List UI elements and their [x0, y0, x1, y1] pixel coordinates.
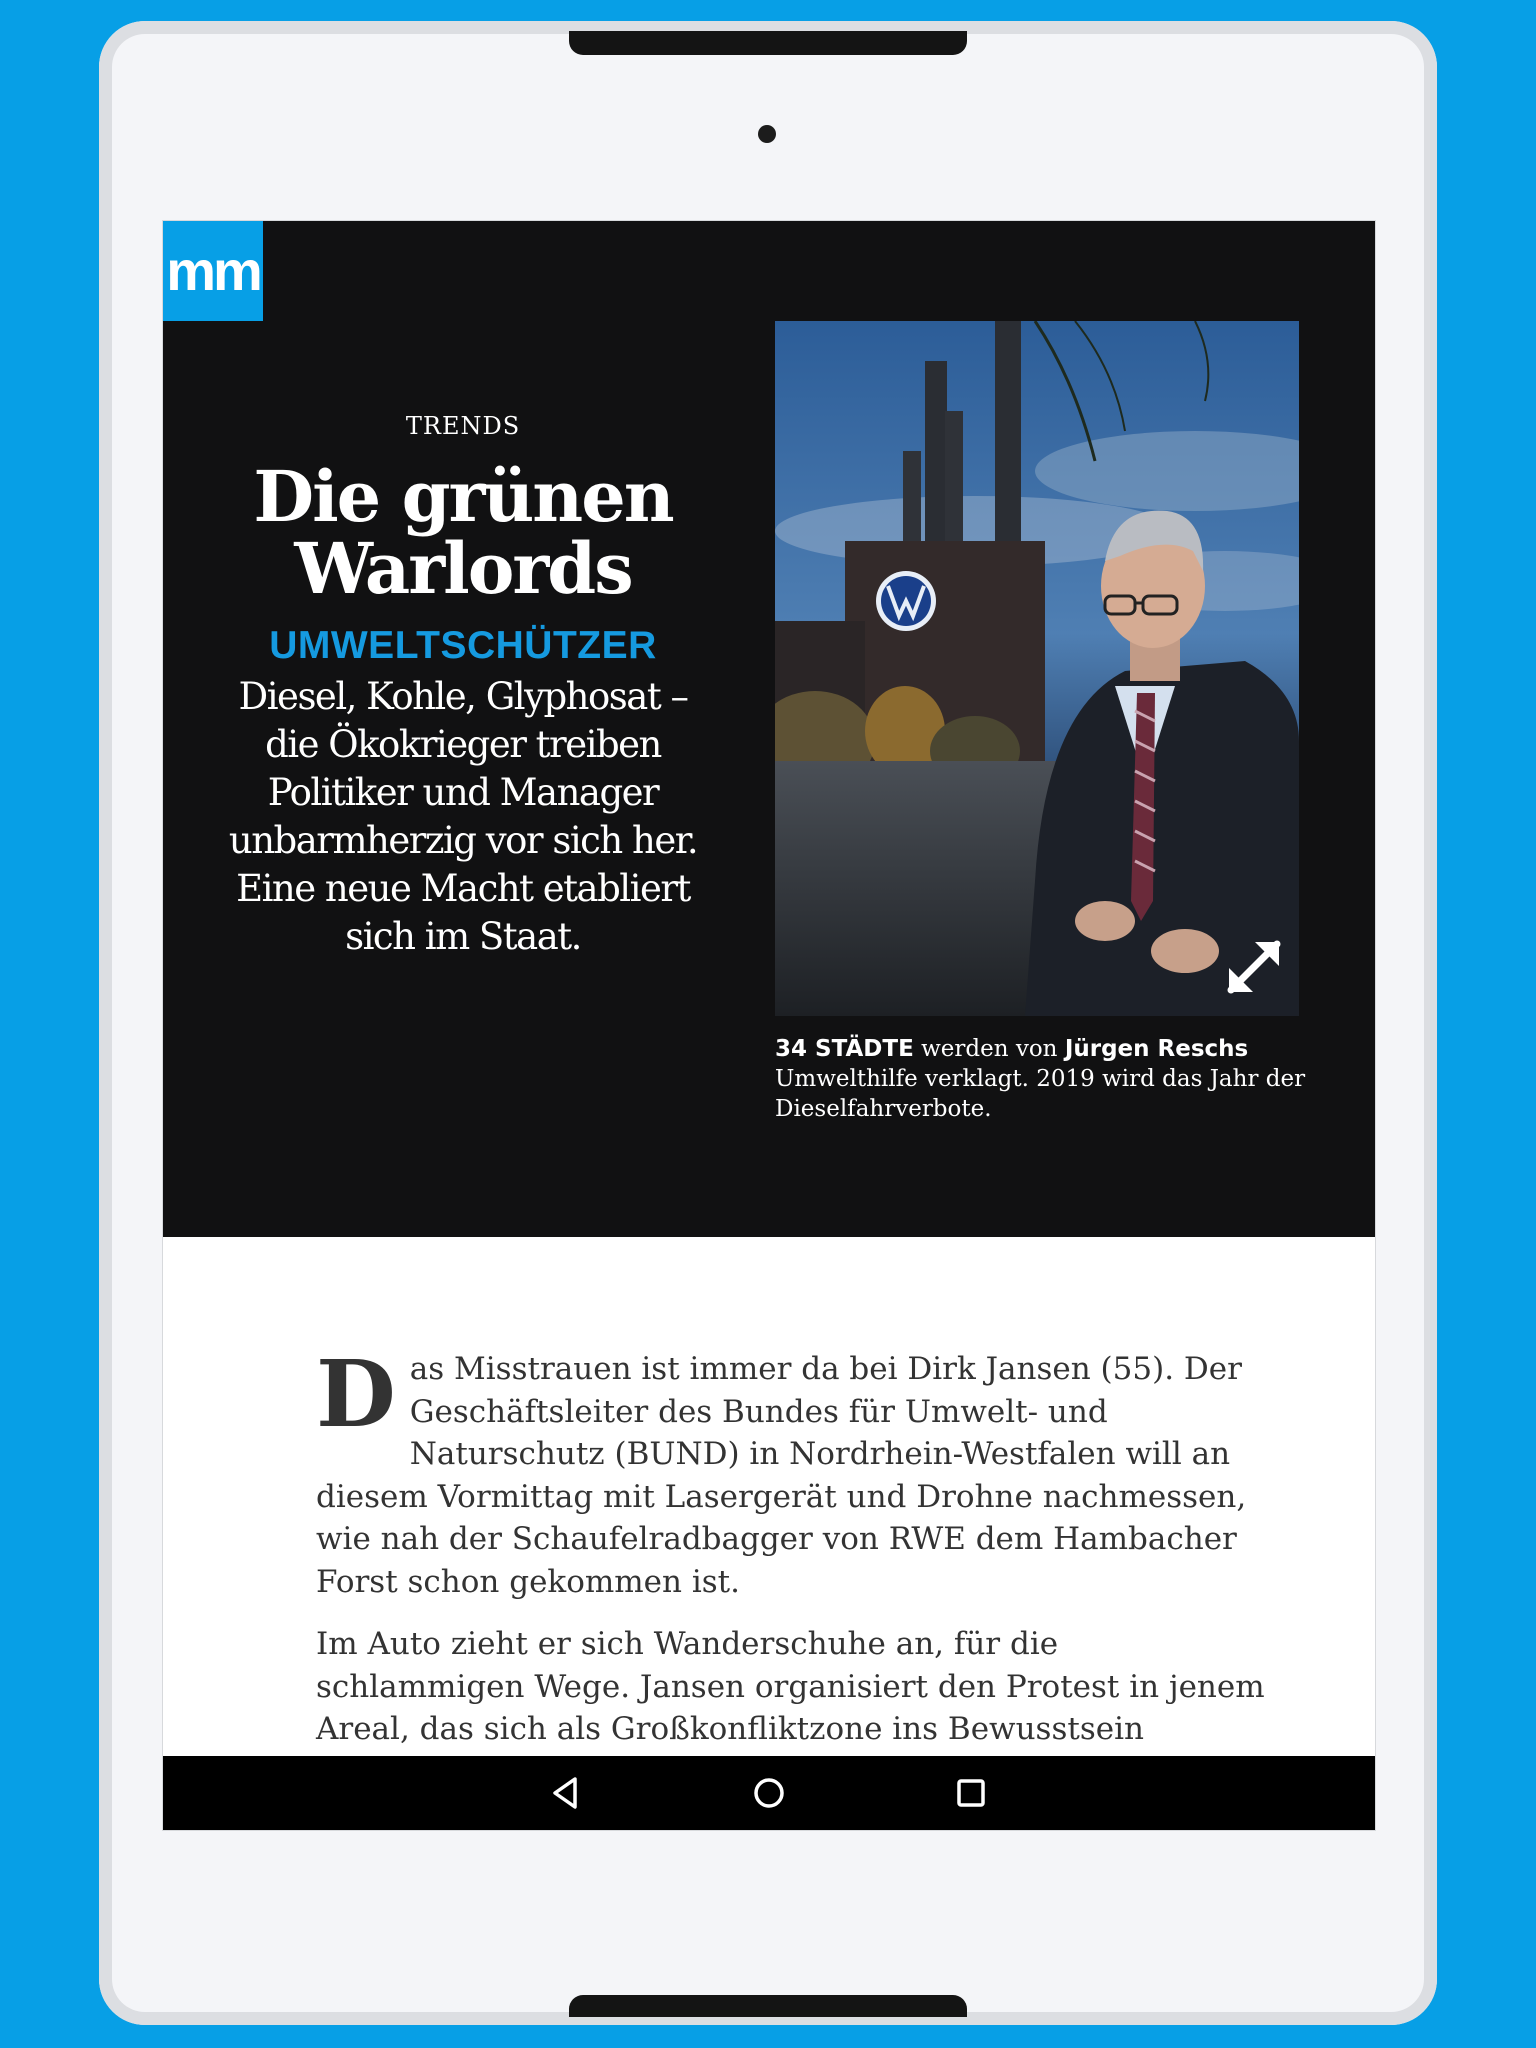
article-paragraph: Im Auto zieht er sich Wanderschuhe an, für die schlammigen Wege. Jansen organisiert den Protest in jenem Areal, das sich als Großkonfliktzone ins Bewusstsein [316, 1626, 1265, 1747]
article-paragraph [316, 1340, 1276, 1603]
back-icon[interactable] [547, 1773, 587, 1813]
caption-text: Umwelthilfe verklagt. 2019 wird das Jahr der Dieselfahrverbote. [775, 1066, 1306, 1122]
tablet-bottom-bezel [569, 1995, 967, 2017]
expand-icon[interactable] [1221, 934, 1287, 1000]
article-category: UMWELTSCHÜTZER [269, 624, 657, 667]
article-headline [193, 455, 733, 610]
caption-lead: 34 STÄDTE [775, 1036, 914, 1062]
home-icon[interactable] [749, 1773, 789, 1813]
photo-caption [775, 1034, 1315, 1124]
article-body [316, 1340, 1276, 1813]
paragraph-text: as Misstrauen ist immer da bei Dirk Jansen (55). Der Geschäftsleiter des Bundes für Umwelt- und Naturschutz (BUND) in Nordrhein-Westfalen will an diesem Vormittag mit Lasergerät und Drohne nachmessen, wie nah der Schaufelradbagger von RWE dem Hambacher Forst schon gekommen ist. [316, 1351, 1247, 1600]
tablet-top-bezel [569, 31, 967, 55]
article-hero [163, 221, 1375, 1237]
headline-line: Die grünen [253, 455, 673, 538]
recents-icon[interactable] [951, 1773, 991, 1813]
camera-icon [758, 125, 776, 143]
headline-line: Warlords [294, 527, 632, 610]
android-navigation-bar [163, 1756, 1375, 1830]
app-logo[interactable]: mm [163, 221, 263, 321]
caption-person: Jürgen Reschs [1064, 1036, 1249, 1062]
hero-photo[interactable] [775, 321, 1299, 1016]
drop-cap: D [316, 1340, 396, 1448]
app-screen [163, 221, 1375, 1830]
article-teaser: Diesel, Kohle, Glyphosat – die Ökokrieger treiben Politiker und Manager unbarmherzig vor sich her. Eine neue Macht etabliert sich im Staat. [228, 675, 698, 958]
section-kicker: TRENDS [405, 412, 521, 440]
hero-photo-illustration [775, 321, 1299, 1016]
caption-text: werden von [913, 1036, 1065, 1062]
